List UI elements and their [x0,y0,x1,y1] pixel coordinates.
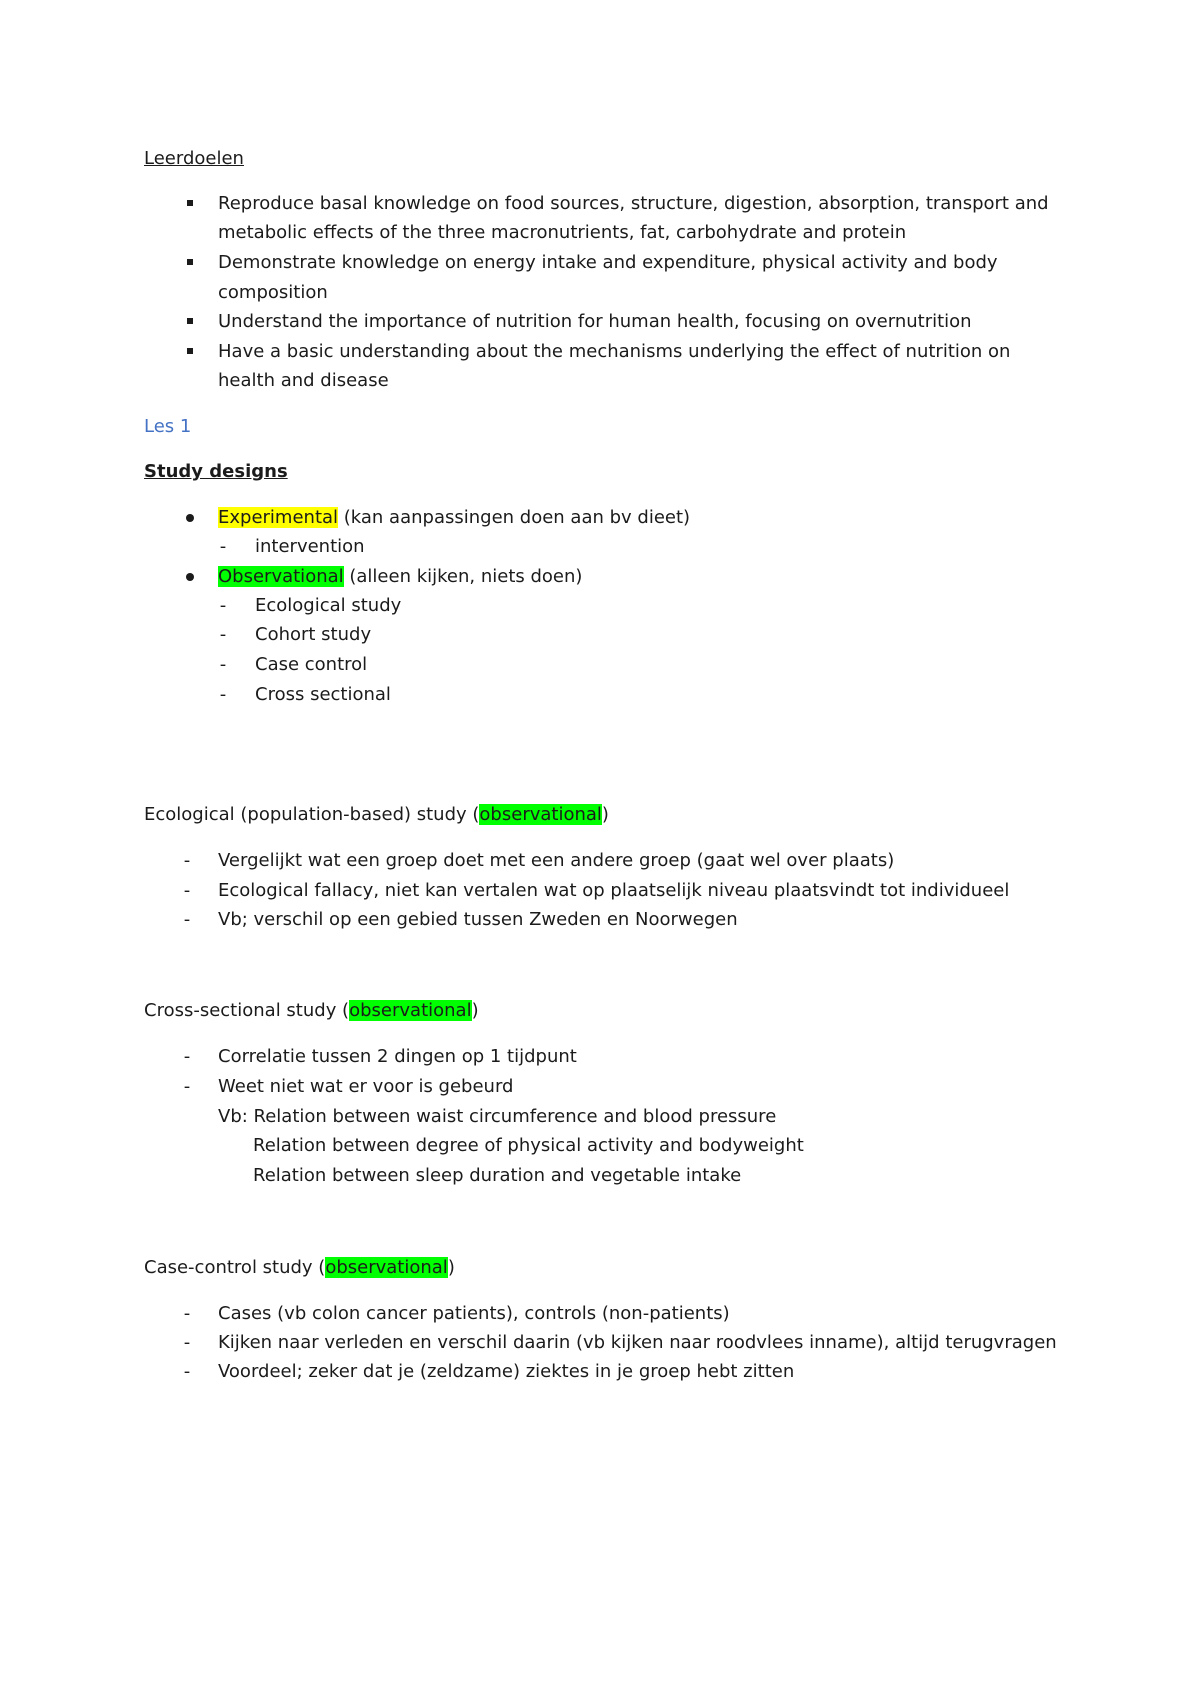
cross-sectional-example-2: Relation between degree of physical activity and bodyweight [253,1135,804,1156]
dash-marker: - [219,536,227,557]
observational-highlight: Observational [218,566,344,587]
dash-marker: - [183,909,191,930]
dash-marker: - [183,1046,191,1067]
objective-2-line1: Demonstrate knowledge on energy intake and expenditure, physical activity and body [218,252,998,273]
round-bullet-icon [186,573,194,581]
case-control-title-text: Case-control study ( [144,1257,326,1278]
case-control-item-3: Voordeel; zeker dat je (zeldzame) ziektes in je groep hebt zitten [218,1361,795,1382]
ecological-item-3: Vb; verschil op een gebied tussen Zweden en Noorwegen [218,909,738,930]
ecological-title-close: ) [601,804,609,825]
observational-note: (alleen kijken, niets doen) [343,566,583,587]
dash-marker: - [183,880,191,901]
dash-marker: - [183,1076,191,1097]
ecological-title-text: Ecological (population-based) study ( [144,804,480,825]
cross-sectional-title [144,999,479,1023]
heading-leerdoelen: Leerdoelen [144,148,244,169]
design-experimental [218,506,690,530]
ecological-observational-highlight: observational [479,804,602,825]
cross-sectional-example-3: Relation between sleep duration and vegetable intake [253,1165,742,1186]
round-bullet-icon [186,514,194,522]
observational-sub-case-control: Case control [255,654,368,675]
experimental-highlight: Experimental [218,507,339,528]
experimental-note: (kan aanpassingen doen aan bv dieet) [338,507,691,528]
dash-marker: - [183,1332,191,1353]
case-control-title [144,1256,455,1280]
square-bullet-icon [187,318,193,324]
objective-1-line2: metabolic effects of the three macronutrients, fat, carbohydrate and protein [218,222,907,243]
case-control-observational-highlight: observational [325,1257,448,1278]
dash-marker: - [219,595,227,616]
cross-sectional-item-1: Correlatie tussen 2 dingen op 1 tijdpunt [218,1046,577,1067]
observational-sub-ecological: Ecological study [255,595,402,616]
objective-2-line2: composition [218,282,328,303]
objective-1-line1: Reproduce basal knowledge on food sources, structure, digestion, absorption, transport and [218,193,1049,214]
cross-sectional-item-2: Weet niet wat er voor is gebeurd [218,1076,514,1097]
dash-marker: - [183,1303,191,1324]
experimental-sub-intervention: intervention [255,536,365,557]
square-bullet-icon [187,348,193,354]
cross-sectional-example-1: Vb: Relation between waist circumference and blood pressure [218,1106,777,1127]
observational-sub-cross-sectional: Cross sectional [255,684,391,705]
design-observational [218,565,582,589]
heading-study-designs: Study designs [144,461,288,482]
objective-4-line1: Have a basic understanding about the mechanisms underlying the effect of nutrition on [218,341,1011,362]
square-bullet-icon [187,200,193,206]
dash-marker: - [219,624,227,645]
ecological-item-1: Vergelijkt wat een groep doet met een andere groep (gaat wel over plaats) [218,850,895,871]
ecological-title [144,803,609,827]
case-control-title-close: ) [447,1257,455,1278]
cross-sectional-title-text: Cross-sectional study ( [144,1000,350,1021]
observational-sub-cohort: Cohort study [255,624,372,645]
case-control-item-1: Cases (vb colon cancer patients), controls (non-patients) [218,1303,730,1324]
objective-3-line1: Understand the importance of nutrition for human health, focusing on overnutrition [218,311,972,332]
dash-marker: - [183,850,191,871]
dash-marker: - [183,1361,191,1382]
objective-4-line2: health and disease [218,370,389,391]
heading-les-1: Les 1 [144,416,192,437]
ecological-item-2: Ecological fallacy, niet kan vertalen wat op plaatselijk niveau plaatsvindt tot individueel [218,880,1010,901]
square-bullet-icon [187,259,193,265]
cross-sectional-title-close: ) [471,1000,479,1021]
case-control-item-2: Kijken naar verleden en verschil daarin (vb kijken naar roodvlees inname), altijd terugvragen [218,1332,1057,1353]
cross-sectional-observational-highlight: observational [349,1000,472,1021]
dash-marker: - [219,654,227,675]
dash-marker: - [219,684,227,705]
